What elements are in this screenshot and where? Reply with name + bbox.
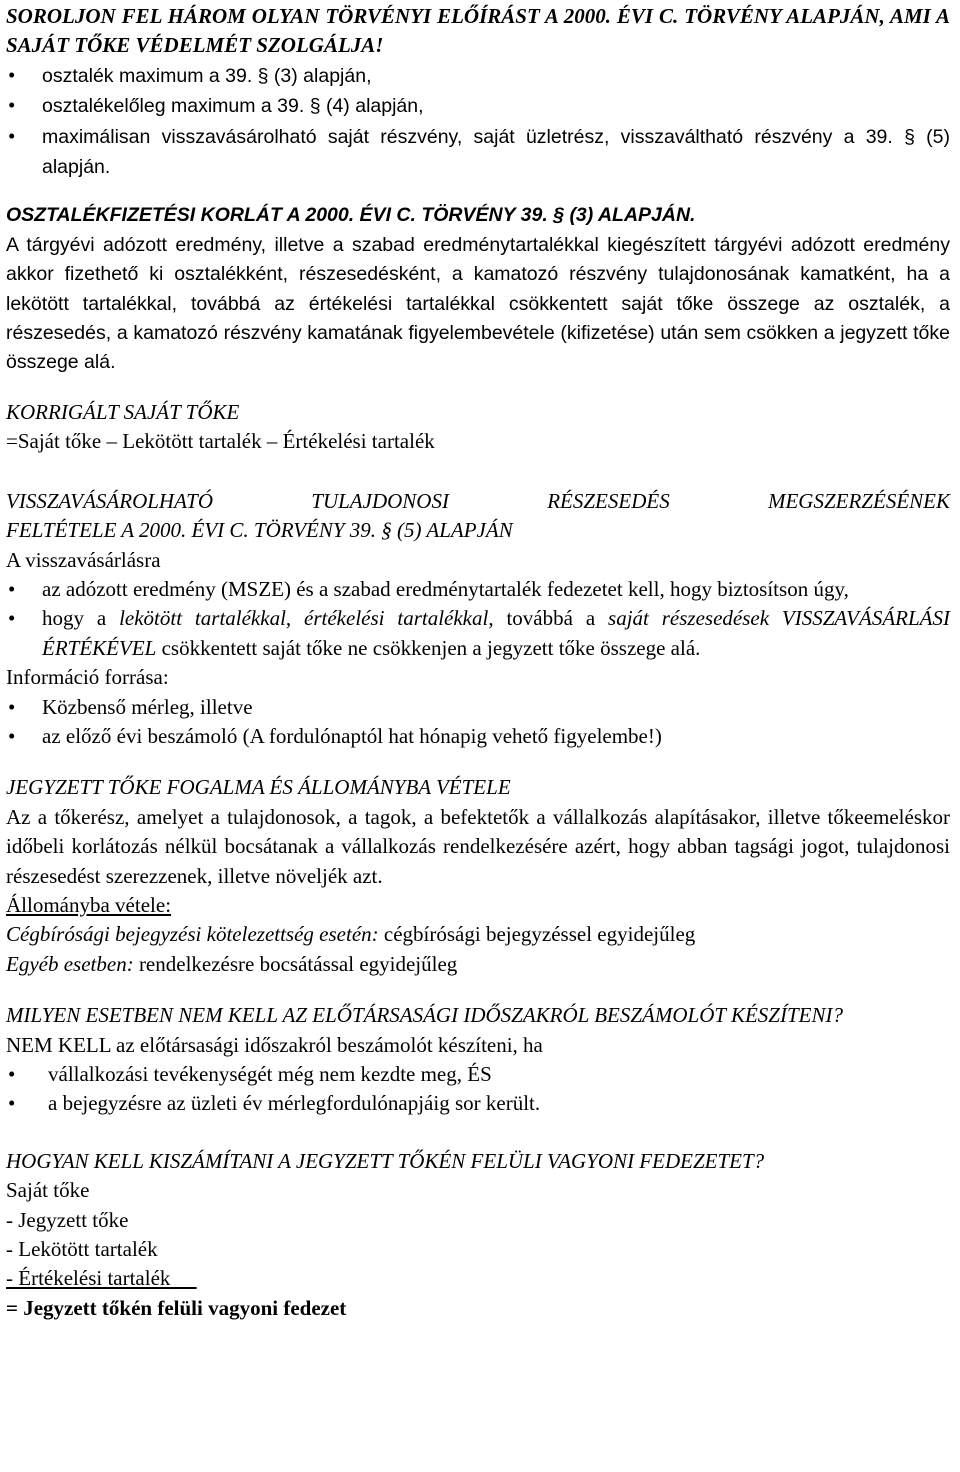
- bullet-icon: •: [8, 1091, 16, 1116]
- list-item: • osztalék maximum a 39. § (3) alapján,: [6, 61, 950, 91]
- calc-line: Saját tőke: [6, 1178, 90, 1203]
- heading-subscribed-capital: JEGYZETT TŐKE FOGALMA ÉS ÁLLOMÁNYBA VÉTELE: [6, 775, 511, 800]
- list-buyback-conditions: [6, 575, 950, 663]
- formula-corrected-equity: =Saját tőke – Lekötött tartalék – Értékelési tartalék: [6, 429, 435, 454]
- paragraph-subscribed-capital: Az a tőkerész, amelyet a tulajdonosok, a tagok, a befektetők a vállalkozás alapításakor, illetve tőkeemeléskor időbeli korlátozás nélkül bocsátanak a vállalkozás rendelkezésére azért, hogy abban tagsági jogot, tulajdonosi részesedést szerezzenek, illetve növeljék azt.: [6, 804, 950, 888]
- list-item: • osztalékelőleg maximum a 39. § (4) alapján,: [6, 91, 950, 121]
- list-item: • a bejegyzésre az üzleti év mérlegfordulónapjáig sor került.: [6, 1089, 950, 1118]
- list-tke-rules: [6, 61, 950, 183]
- calc-result: = Jegyzett tőkén felüli vagyoni fedezet: [6, 1295, 347, 1320]
- recording-line-registry: Cégbírósági bejegyzési kötelezettség esetén: cégbírósági bejegyzéssel egyidejűleg: [6, 922, 696, 947]
- recording-label: Állományba vétele:: [6, 892, 172, 917]
- list-item: • vállalkozási tevékenységét még nem kezdte meg, ÉS: [6, 1060, 950, 1089]
- bullet-icon: •: [8, 606, 16, 631]
- list-item: • az adózott eredmény (MSZE) és a szabad eredménytartalék fedezetet kell, hogy biztosítson úgy,: [6, 575, 950, 604]
- bullet-icon: •: [8, 123, 16, 148]
- list-item: • hogy a lekötött tartalékkal, értékelési tartalékkal, továbbá a saját részesedések VISSZAVÁSÁRLÁSI ÉRTÉKÉVEL csökkentett saját tőke ne csökkenjen a jegyzett tőke összege alá.: [8, 606, 950, 660]
- source-label: Információ forrása:: [6, 665, 169, 690]
- heading-tke-protection: SOROLJON FEL HÁROM OLYAN TÖRVÉNYI ELŐÍRÁST A 2000. ÉVI C. TÖRVÉNY ALAPJÁN, AMI A SAJÁT TŐKE VÉDELMÉT SZOLGÁLJA!: [6, 4, 950, 58]
- calc-line: - Értékelési tartalék: [6, 1266, 171, 1291]
- buyback-intro: A visszavásárlásra: [6, 547, 161, 572]
- list-pre-company-conditions: [6, 1060, 950, 1119]
- list-item: • Közbenső mérleg, illetve: [6, 693, 950, 722]
- list-item: • az előző évi beszámoló (A fordulónaptól hat hónapig vehető figyelembe!): [6, 722, 950, 751]
- bullet-icon: •: [8, 576, 16, 601]
- heading-buyback-line1: VISSZAVÁSÁROLHATÓ TULAJDONOSI RÉSZESEDÉS MEGSZERZÉSÉNEK: [6, 488, 950, 513]
- list-item: • maximálisan visszavásárolható saját részvény, saját üzletrész, visszaváltható részvény a 39. § (5) alapján.: [8, 123, 950, 179]
- recording-line-other: Egyéb esetben: rendelkezésre bocsátással egyidejűleg: [6, 951, 458, 976]
- bullet-icon: •: [8, 723, 16, 748]
- heading-buyback-line2: FELTÉTELE A 2000. ÉVI C. TÖRVÉNY 39. § (5) ALAPJÁN: [6, 518, 513, 543]
- bullet-icon: •: [8, 694, 16, 719]
- heading-dividend-limit: OSZTALÉKFIZETÉSI KORLÁT A 2000. ÉVI C. TÖRVÉNY 39. § (3) ALAPJÁN.: [6, 204, 696, 227]
- heading-pre-company-report: MILYEN ESETBEN NEM KELL AZ ELŐTÁRSASÁGI IDŐSZAKRÓL BESZÁMOLÓT KÉSZÍTENI?: [6, 1003, 843, 1028]
- bullet-icon: •: [8, 1062, 16, 1086]
- heading-asset-coverage: HOGYAN KELL KISZÁMÍTANI A JEGYZETT TŐKÉN FELÜLI VAGYONI FEDEZETET?: [6, 1148, 765, 1173]
- calc-line: - Lekötött tartalék: [6, 1237, 158, 1262]
- bullet-icon: •: [8, 62, 16, 87]
- heading-corrected-equity: KORRIGÁLT SAJÁT TŐKE: [6, 399, 240, 424]
- pre-company-intro: NEM KELL az előtársasági időszakról beszámolót készíteni, ha: [6, 1032, 543, 1057]
- bullet-icon: •: [8, 93, 16, 118]
- paragraph-dividend-limit: A tárgyévi adózott eredmény, illetve a szabad eredménytartalékkal kiegészített tárgyévi adózott eredmény akkor fizethető ki osztalékként, részesedésként, a kamatozó részvény tulajdonosának kamatként, ha a lekötött tartalékkal, továbbá az értékelési tartalékkal csökkentett saját tőke összege az osztalék, a részesedés, a kamatozó részvény kamatának figyelembevétele (kifizetése) után sem csökken a jegyzett tőke összege alá.: [6, 233, 950, 374]
- calc-line: - Jegyzett tőke: [6, 1207, 129, 1232]
- list-sources: [6, 693, 950, 752]
